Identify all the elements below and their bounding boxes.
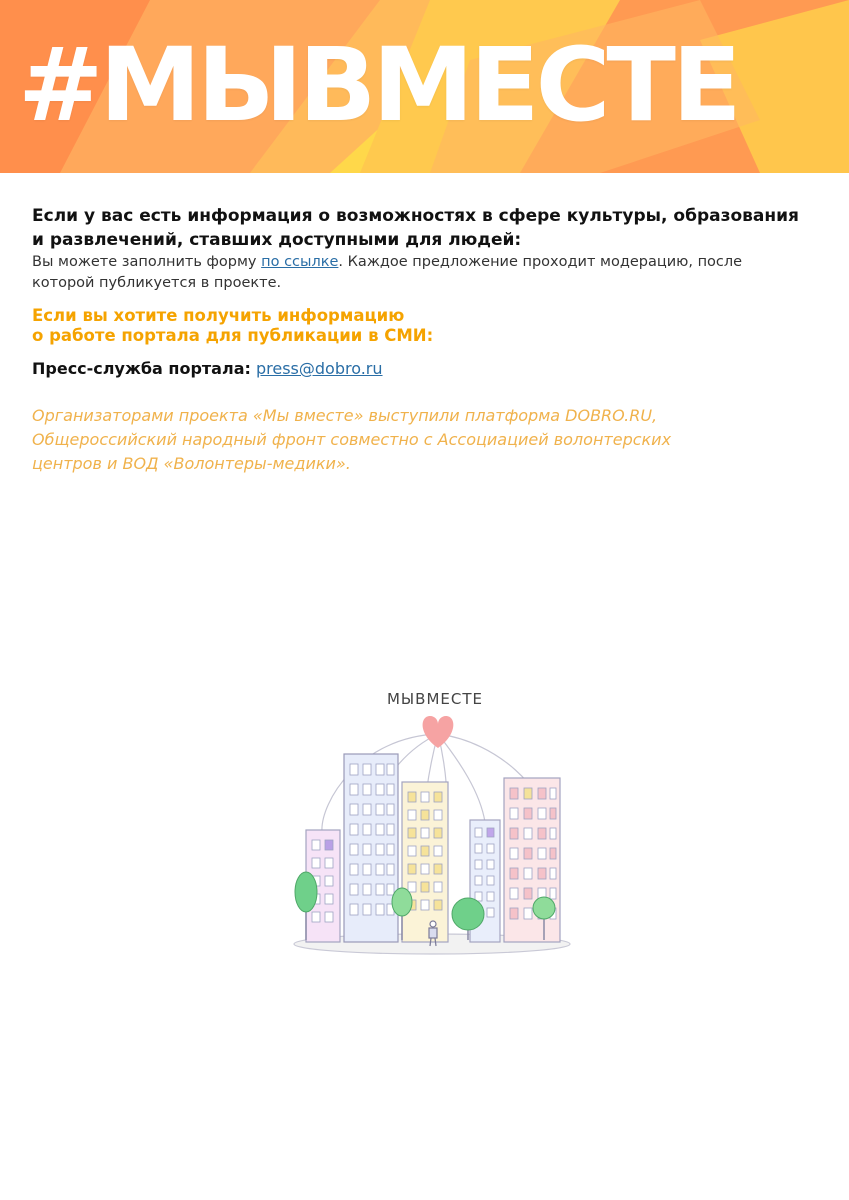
section2-heading-line2: о работе портала для публикации в СМИ: [32,326,434,345]
form-link[interactable]: по ссылке [261,254,339,270]
press-label: Пресс-служба портала: [32,359,251,378]
section1-heading: Если у вас есть информация о возможностях в сфере культуры, образования и развлечений, ставших доступными для людей: [32,206,799,250]
city-illustration [290,682,580,962]
note-line2: Общероссийский народный фронт совместно с Ассоциацией волонтерских [32,430,672,449]
building-3 [402,782,448,942]
section1-text-before: Вы можете заполнить форму [32,254,262,270]
section1-text [32,252,802,294]
press-contact [32,358,802,380]
main-content [32,204,802,476]
press-email-link[interactable]: press@dobro.ru [255,359,383,378]
banner-title: #МЫВМЕСТЕ [18,26,738,145]
header-banner [0,0,849,173]
heart-icon [423,716,454,748]
section2-heading [32,306,802,346]
section2-heading-line1: Если вы хотите получить информацию [32,306,405,325]
illustration-title: МЫВМЕСТЕ [386,690,483,708]
city-drawing [290,682,580,962]
organizers-note [32,404,802,476]
section1-text-after: . Каждое предложение проходит модерацию, после которой публикуется в проекте. [32,254,743,291]
note-line3: центров и ВОД «Волонтеры-медики». [32,454,351,473]
note-line1: Организаторами проекта «Мы вместе» выступили платформа DOBRO.RU, [32,406,658,425]
